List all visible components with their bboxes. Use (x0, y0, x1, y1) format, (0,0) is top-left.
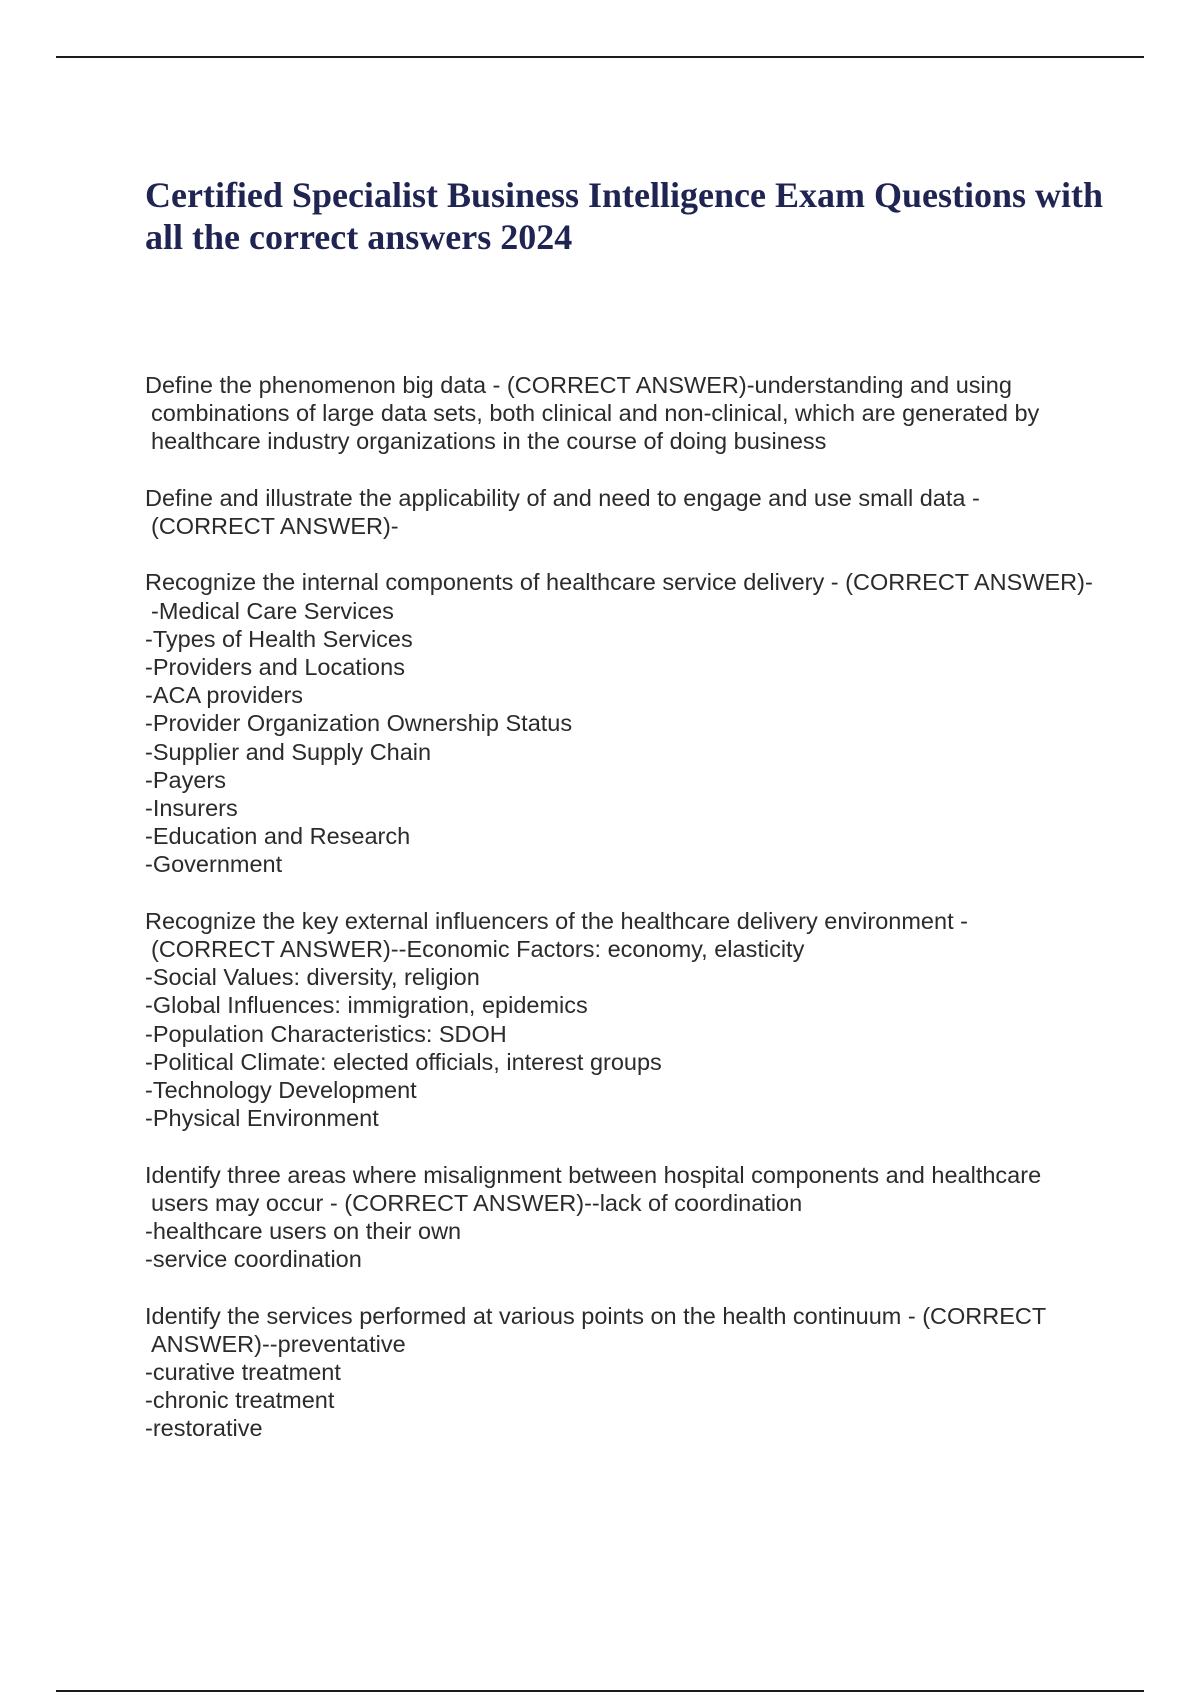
answer-item: -Payers (145, 766, 226, 793)
question-block (145, 1302, 1095, 1443)
answer-item: -Supplier and Supply Chain (145, 738, 432, 765)
question-block (145, 568, 1095, 878)
answer-item: -Government (145, 851, 283, 878)
question-text: Define the phenomenon big data - (CORRECT ANSWER)-understanding and using combinations of large data sets, both clinical and non-clinical, which are generated by healthcare industry organizations in the course of doing business (145, 372, 1040, 455)
question-block (145, 484, 1095, 540)
question-block (145, 907, 1095, 1133)
answer-item: -Types of Health Services (145, 625, 413, 652)
answer-item: -healthcare users on their own (145, 1218, 462, 1245)
answer-item: -curative treatment (145, 1359, 341, 1386)
answer-item: -Global Influences: immigration, epidemics (145, 992, 588, 1019)
answer-item: -Population Characteristics: SDOH (145, 1020, 507, 1047)
answer-item: -restorative (145, 1415, 263, 1442)
question-text: Recognize the key external influencers of the healthcare delivery environment - (CORRECT ANSWER)--Economic Factors: economy, elasticity (145, 907, 968, 963)
questions-list (145, 371, 1095, 1471)
header-rule (56, 56, 1144, 58)
question-text: Recognize the internal components of healthcare service delivery - (CORRECT ANSWER)--Medical Care Services (145, 569, 1093, 624)
answer-item: -Social Values: diversity, religion (145, 964, 480, 991)
question-block (145, 1161, 1095, 1274)
answer-item: -Political Climate: elected officials, interest groups (145, 1048, 662, 1075)
answer-item: -Provider Organization Ownership Status (145, 710, 573, 737)
question-block (145, 371, 1095, 456)
answer-item: -Education and Research (145, 823, 411, 850)
answer-item: -ACA providers (145, 682, 304, 709)
footer-rule (56, 1690, 1144, 1692)
question-text: Identify three areas where misalignment between hospital components and healthcare users may occur - (CORRECT ANSWER)--lack of coordination (145, 1161, 1042, 1216)
answer-item: -service coordination (145, 1246, 362, 1273)
answer-item: -Insurers (145, 795, 238, 822)
document-title: Certified Specialist Business Intelligence Exam Questions with all the correct answers 2024 (145, 175, 1104, 257)
question-text: Define and illustrate the applicability of and need to engage and use small data - (CORRECT ANSWER)- (145, 484, 980, 539)
question-text: Identify the services performed at various points on the health continuum - (CORRECT ANSWER)--preventative (145, 1302, 1046, 1357)
answer-item: -Technology Development (145, 1077, 417, 1104)
answer-item: -Physical Environment (145, 1105, 379, 1132)
answer-item: -chronic treatment (145, 1387, 335, 1414)
answer-item: -Providers and Locations (145, 654, 405, 680)
